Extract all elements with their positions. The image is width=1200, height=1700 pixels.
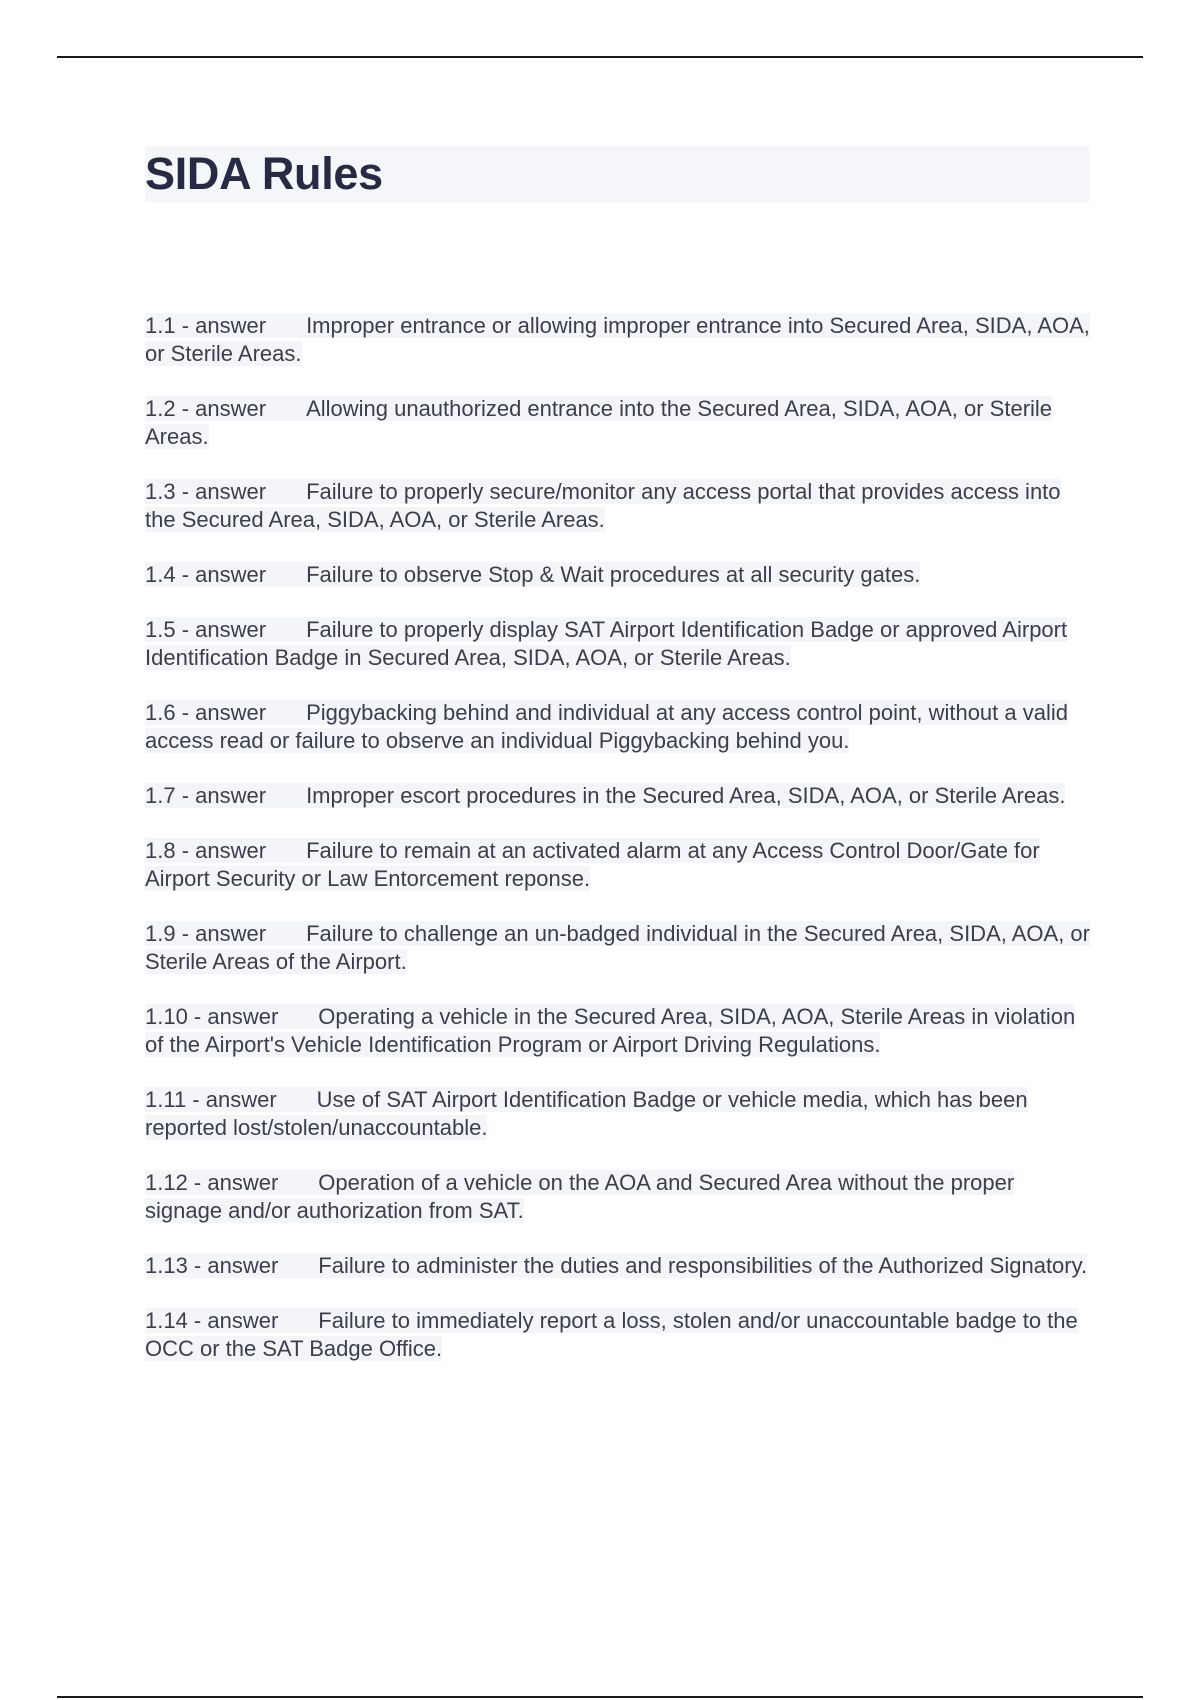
qa-question: 1.5 - answer <box>145 617 267 642</box>
qa-question: 1.12 - answer <box>145 1170 279 1195</box>
qa-question: 1.7 - answer <box>145 783 267 808</box>
qa-answer: Improper entrance or allowing improper entrance into Secured Area, SIDA, AOA, or Sterile Areas. <box>145 313 1090 366</box>
qa-question: 1.8 - answer <box>145 838 267 863</box>
qa-item <box>145 395 1090 451</box>
qa-item <box>145 1307 1090 1363</box>
qa-item <box>145 920 1090 976</box>
title-band <box>145 146 1090 202</box>
top-rule <box>57 56 1143 58</box>
qa-item <box>145 312 1090 368</box>
qa-answer: Piggybacking behind and individual at any access control point, without a valid access read or failure to observe an individual Piggybacking behind you. <box>145 700 1068 753</box>
qa-question: 1.14 - answer <box>145 1308 279 1333</box>
qa-answer: Operating a vehicle in the Secured Area, SIDA, AOA, Sterile Areas in violation of the Airport's Vehicle Identification Program or Airport Driving Regulations. <box>145 1004 1076 1057</box>
qa-item <box>145 616 1090 672</box>
qa-question: 1.1 - answer <box>145 313 267 338</box>
qa-item <box>145 837 1090 893</box>
qa-item <box>145 561 1090 589</box>
qa-question: 1.13 - answer <box>145 1253 279 1278</box>
qa-item <box>145 782 1090 810</box>
document-body <box>145 146 1090 1361</box>
qa-item <box>145 1252 1090 1280</box>
qa-answer: Improper escort procedures in the Secured Area, SIDA, AOA, or Sterile Areas. <box>306 783 1066 808</box>
qa-question: 1.9 - answer <box>145 921 267 946</box>
qa-item <box>145 1003 1090 1059</box>
qa-question: 1.4 - answer <box>145 562 267 587</box>
qa-answer: Use of SAT Airport Identification Badge or vehicle media, which has been reported lost/stolen/unaccountable. <box>145 1087 1028 1140</box>
qa-answer: Failure to properly display SAT Airport Identification Badge or approved Airport Identification Badge in Secured Area, SIDA, AOA, or Sterile Areas. <box>145 617 1068 670</box>
qa-question: 1.3 - answer <box>145 479 267 504</box>
qa-answer: Failure to remain at an activated alarm at any Access Control Door/Gate for Airport Security or Law Entorcement reponse. <box>145 838 1040 891</box>
qa-answer: Failure to observe Stop & Wait procedures at all security gates. <box>306 562 921 587</box>
bottom-rule <box>57 1696 1143 1698</box>
qa-question: 1.10 - answer <box>145 1004 279 1029</box>
qa-answer: Failure to immediately report a loss, stolen and/or unaccountable badge to the OCC or the SAT Badge Office. <box>145 1308 1078 1361</box>
qa-answer: Failure to administer the duties and responsibilities of the Authorized Signatory. <box>318 1253 1088 1278</box>
page-title: SIDA Rules <box>145 148 383 199</box>
qa-question: 1.11 - answer <box>145 1087 277 1112</box>
qa-answer: Operation of a vehicle on the AOA and Secured Area without the proper signage and/or authorization from SAT. <box>145 1170 1015 1223</box>
qa-question: 1.6 - answer <box>145 700 267 725</box>
qa-question: 1.2 - answer <box>145 396 267 421</box>
qa-list <box>145 312 1090 1390</box>
qa-item <box>145 1086 1090 1142</box>
qa-item <box>145 478 1090 534</box>
qa-item <box>145 699 1090 755</box>
qa-answer: Failure to challenge an un-badged individual in the Secured Area, SIDA, AOA, or Sterile Areas of the Airport. <box>145 921 1090 974</box>
qa-item <box>145 1169 1090 1225</box>
qa-answer: Allowing unauthorized entrance into the Secured Area, SIDA, AOA, or Sterile Areas. <box>145 396 1053 449</box>
qa-answer: Failure to properly secure/monitor any access portal that provides access into the Secured Area, SIDA, AOA, or Sterile Areas. <box>145 479 1061 532</box>
